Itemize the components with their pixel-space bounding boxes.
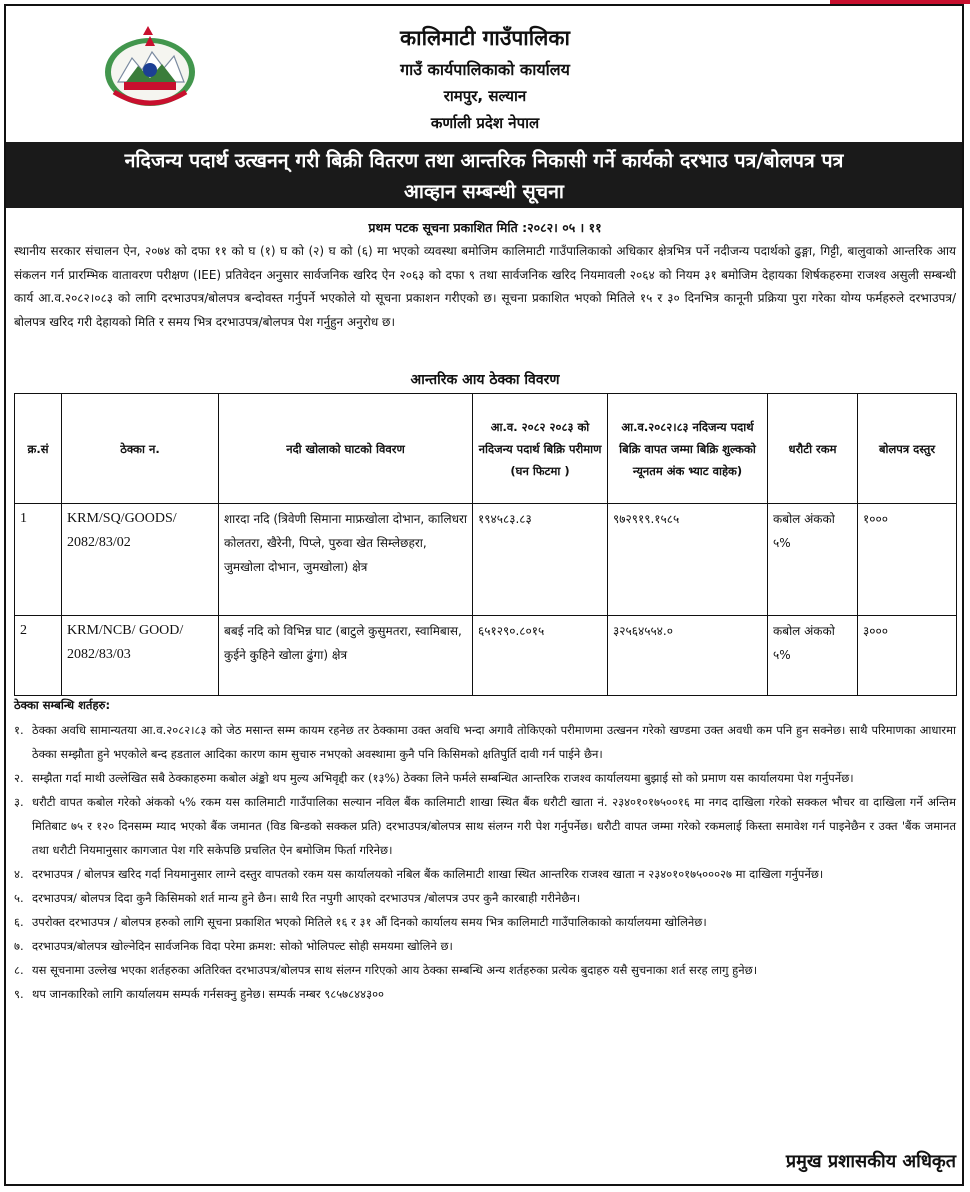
office-location: रामपुर, सल्यान — [443, 87, 527, 105]
cell-description: बबई नदि को विभिन्न घाट (बाटुले कुसुमतरा, स्वामिबास, कुईने कुहिने खोला ढुंगा) क्षेत्र — [219, 616, 473, 696]
term-text: यस सूचनामा उल्लेख भएका शर्तहरुका अतिरिक्त दरभाउपत्र/बोलपत्र साथ संलग्न गरिएको आय ठेक्का सम्बन्धि अन्य शर्तहरुका प्रत्येक बुदाहरु यसै सुचनाका शर्त सरह लागु हुनेछ। — [32, 963, 758, 977]
term-number: ६. — [14, 915, 24, 929]
term-item — [14, 862, 956, 886]
org-name: कालिमाटी गाउँपालिका — [400, 26, 570, 50]
cell-deposit: कबोल अंकको ५% — [768, 504, 858, 616]
government-emblem-icon — [102, 22, 198, 110]
term-number: ९. — [14, 987, 24, 1001]
intro-paragraph: स्थानीय सरकार संचालन ऐन, २०७४ को दफा ११ को घ (१) घ को (२) घ को (६) मा भएको व्यवस्था बमोजिम कालिमाटी गाउँपालिकाको अधिकार क्षेत्रभित्र पर्ने नदीजन्य पदार्थको ढुङ्गा, गिट्टी, बालुवाको आन्तरिक आय संकलन गर्न प्रारम्भिक वातावरण परीक्षण (IEE) प्रतिवेदन अनुसार सार्वजनिक खरिद ऐन २०६३ को दफा ९ तथा सार्वजनिक खरिद नियमावली २०६४ को नियम ३१ बमोजिम देहायका शिर्षकहरुमा राजश्व असुली सम्बन्धी कार्य आ.व.२०८२।०८३ को लागि दरभाउपत्र/बोलपत्र बन्दोवस्त गर्नुपर्ने भएकोले यो सूचना प्रकाशन गरीएको छ। सूचना प्रकाशित भएको मितिले १५ र ३० दिनभित्र कानूनी प्रक्रिया पुरा गरेका योग्य फर्महरुले दरभाउपत्र/बोलपत्र खरिद गरी देहायको मिति र समय भित्र दरभाउपत्र/बोलपत्र पेश गर्नुहुन अनुरोध छ। — [14, 244, 956, 329]
term-number: १. — [14, 723, 24, 737]
table-row — [15, 616, 957, 696]
term-item — [14, 910, 956, 934]
notice-title-banner — [6, 142, 962, 208]
term-text: उपरोक्त दरभाउपत्र / बोलपत्र हरुको लागि सूचना प्रकाशित भएको मितिले १६ र ३१ औं दिनको कार्यालय समय भित्र कालिमाटी गाउँपालिकाको कार्यालयमा खोलिनेछ। — [32, 915, 707, 929]
cell-deposit: कबोल अंकको ५% — [768, 616, 858, 696]
office-name: गाउँ कार्यपालिकाको कार्यालय — [400, 60, 570, 79]
cell-amount: ३२५६४५५४.० — [608, 616, 768, 696]
term-item — [14, 982, 956, 1006]
term-item — [14, 766, 956, 790]
province-name: कर्णाली प्रदेश नेपाल — [430, 114, 540, 132]
cell-sn: 1 — [15, 504, 62, 616]
publish-date: प्रथम पटक सूचना प्रकाशित मिति :२०८२। ०५ । ११ — [368, 220, 602, 235]
cell-fee: १००० — [858, 504, 957, 616]
col-header-fee: बोलपत्र दस्तुर — [858, 394, 957, 504]
col-header-amount: आ.व.२०८२।८३ नदिजन्य पदार्थ बिक्रि वापत जम्मा बिक्रि शुल्कको न्यूनतम अंक भ्याट वाहेक) — [608, 394, 768, 504]
banner-line-1: नदिजन्य पदार्थ उत्खनन् गरी बिक्री वितरण तथा आन्तरिक निकासी गर्ने कार्यको दरभाउ पत्र/बोलपत्र पत्र — [124, 149, 844, 172]
banner-line-2: आव्हान सम्बन्धी सूचना — [404, 180, 564, 203]
col-header-contract: ठेक्का न. — [62, 394, 219, 504]
term-text: ठेक्का अवधि सामान्यतया आ.व.२०८२।८३ को जेठ मसान्त सम्म कायम रहनेछ तर ठेक्कामा उक्त अवधि भन्दा अगावै तोकिएको परीमाणमा उत्खनन गरेको खण्डमा उक्त अवधी कम पनि हुन सक्नेछ। साथै परिमाणका आधारमा ठेक्का सम्झौता हुने भएकोले बन्द हडताल आदिका कारण काम सुचारु नभएको अवस्थामा कुनै पनि किसिमको क्षतिपुर्ति दावी गर्न पाईने छैन। — [32, 723, 956, 761]
col-header-quantity: आ.व. २०८२ २०८३ को नदिजन्य पदार्थ बिक्रि परीमाण (घन फिटमा ) — [473, 394, 608, 504]
term-number: ४. — [14, 867, 24, 881]
cell-description: शारदा नदि (त्रिवेणी सिमाना माफ्रखोला दोभान, कालिधरा कोलतरा, खैरेनी, पिप्ले, पुरुवा खेत सिम्लेछहरा, जुमखोला दोभान, जुमखोला) क्षेत्र — [219, 504, 473, 616]
cell-contract: KRM/SQ/GOODS/ 2082/83/02 — [62, 504, 219, 616]
section-title: आन्तरिक आय ठेक्का विवरण — [410, 372, 560, 388]
cell-fee: ३००० — [858, 616, 957, 696]
term-number: ८. — [14, 963, 24, 977]
terms-list — [14, 718, 956, 1006]
col-header-sn: क्र.सं — [15, 394, 62, 504]
table-row — [15, 504, 957, 616]
col-header-deposit: धरौटी रकम — [768, 394, 858, 504]
term-item — [14, 886, 956, 910]
cell-sn: 2 — [15, 616, 62, 696]
terms-heading: ठेक्का सम्बन्धि शर्तहरु: — [14, 698, 111, 712]
term-text: थप जानकारिको लागि कार्यालयम सम्पर्क गर्नसक्नु हुनेछ। सम्पर्क नम्बर ९८५७८४४३०० — [32, 987, 385, 1001]
term-text: सम्झैता गर्दा माथी उल्लेखित सबै ठेक्काहरुमा कबोल अंङ्को थप मुल्य अभिवृद्दी कर (१३%) ठेक्का लिने फर्मले सम्बन्धित आन्तरिक राजश्व कार्यालयमा बुझाई सो को प्रमाण यस कार्यालयमा पेश गर्नुपर्नेछ। — [32, 771, 854, 785]
term-text: धरौटी वापत कबोल गरेको अंकको ५% रकम यस कालिमाटी गाउँपालिका सल्यान नविल बैंक कालिमाटी शाखा स्थित बैंक धरौटी खाता नं. २३४०१०१७५००१६ मा नगद दाखिला गरेको सक्कल भौचर वा दाखिला गर्ने अन्तिम मितिबाट ७५ र १२० दिनसम्म म्याद भएको बैंक जमानत (विड बिन्डको सक्कल प्रति) दरभाउपत्र/बोलपत्र साथ संलग्न गरी पेश गर्नुपर्नेछ। धरौटी वापत जम्मा गरेको रकमलाई किस्ता समावेश गर्न पाइनेछैन र उक्त 'बैंक जमानत तथा धरौटी नियमानुसार कागजात पेश गरि सकेपछि प्रचलित ऐन बमोजिम फिर्ता गरिनेछ। — [32, 795, 956, 857]
term-item — [14, 718, 956, 766]
term-item — [14, 958, 956, 982]
signatory-title: प्रमुख प्रशासकीय अधिकृत — [785, 1151, 956, 1172]
contract-table — [14, 393, 957, 696]
cell-contract: KRM/NCB/ GOOD/ 2082/83/03 — [62, 616, 219, 696]
table-header-row — [15, 394, 957, 504]
cell-quantity: १९४५८३.८३ — [473, 504, 608, 616]
term-text: दरभाउपत्र/ बोलपत्र दिदा कुनै किसिमको शर्त मान्य हुने छैन। साथै रित नपुगी आएको दरभाउपत्र /बोलपत्र उपर कुनै कारबाही गरीनेछैन। — [32, 891, 581, 905]
term-item — [14, 790, 956, 862]
term-number: ३. — [14, 795, 24, 809]
term-number: २. — [14, 771, 24, 785]
term-number: ५. — [14, 891, 24, 905]
term-text: दरभाउपत्र / बोलपत्र खरिद गर्दा नियमानुसार लाग्ने दस्तुर वापतको रकम यस कार्यालयको नबिल बैंक कालिमाटी शाखा स्थित आन्तरिक राजश्व खाता न २३४०१०१७५०००२७ मा दाखिला गर्नुपर्नेछ। — [32, 867, 824, 881]
col-header-description: नदी खोलाको घाटको विवरण — [219, 394, 473, 504]
term-number: ७. — [14, 939, 24, 953]
cell-quantity: ६५१२९०.८०१५ — [473, 616, 608, 696]
cell-amount: ९७२९१९.१५८५ — [608, 504, 768, 616]
term-text: दरभाउपत्र/बोलपत्र खोल्नेदिन सार्वजनिक विदा परेमा क्रमश: सोको भोलिपल्ट सोही समयमा खोलिने छ। — [32, 939, 453, 953]
term-item — [14, 934, 956, 958]
